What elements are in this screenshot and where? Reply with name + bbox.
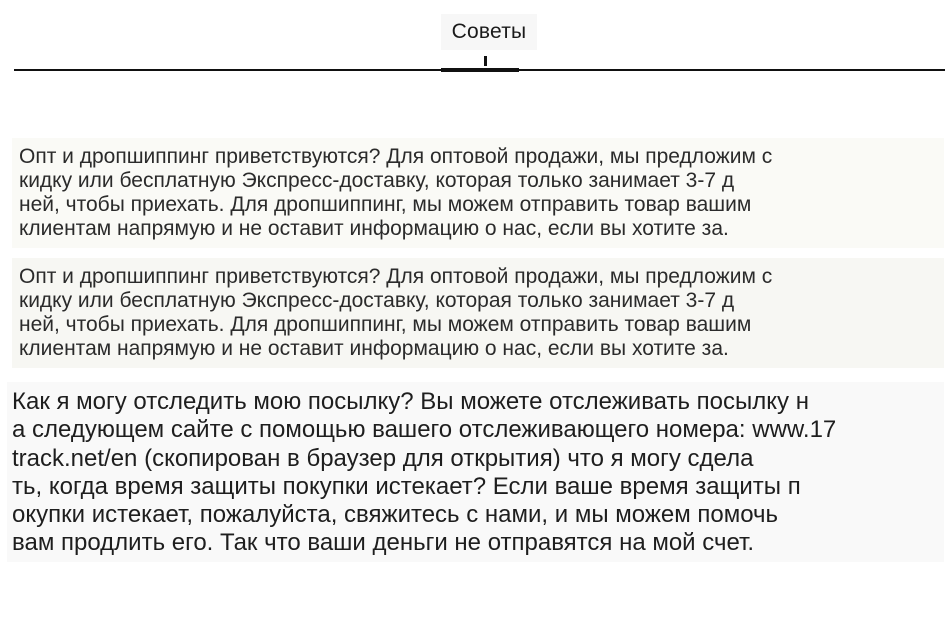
faq-item-text: Как я могу отследить мою посылку? Вы можете отслеживать посылку н а следующем сайте с помощью вашего отслеживающего номера: www.17 track.net/en (скопирован в браузер для открытия) что я могу сдела ть, когда время защиты покупки истекает? Если ваше время защиты п окупки истекает, пожалуйста, свяжитесь с нами, и мы можем помочь вам продлить его. Так что ваши деньги не отправятся на мой счет. [12,388,837,557]
faq-item-text: Опт и дропшиппинг приветствуются? Для оптовой продажи, мы предложим с кидку или бесплатную Экспресс-доставку, которая только занимает 3-7 д ней, чтобы приехать. Для дропшиппинг, мы можем отправить товар вашим клиентам напрямую и не оставит информацию о нас, если вы хотите за. [19,265,773,360]
active-tab-indicator [441,68,519,72]
faq-item-wholesale [12,138,944,248]
faq-item-text: Опт и дропшиппинг приветствуются? Для оптовой продажи, мы предложим с кидку или бесплатную Экспресс-доставку, которая только занимает 3-7 д ней, чтобы приехать. Для дропшиппинг, мы можем отправить товар вашим клиентам напрямую и не оставит информацию о нас, если вы хотите за. [19,145,773,240]
tab-tips[interactable]: Советы [441,14,537,50]
faq-item-wholesale-repeat [12,258,944,368]
tabs-header [0,0,949,80]
tab-marker [484,56,487,66]
faq-item-tracking [7,382,944,562]
